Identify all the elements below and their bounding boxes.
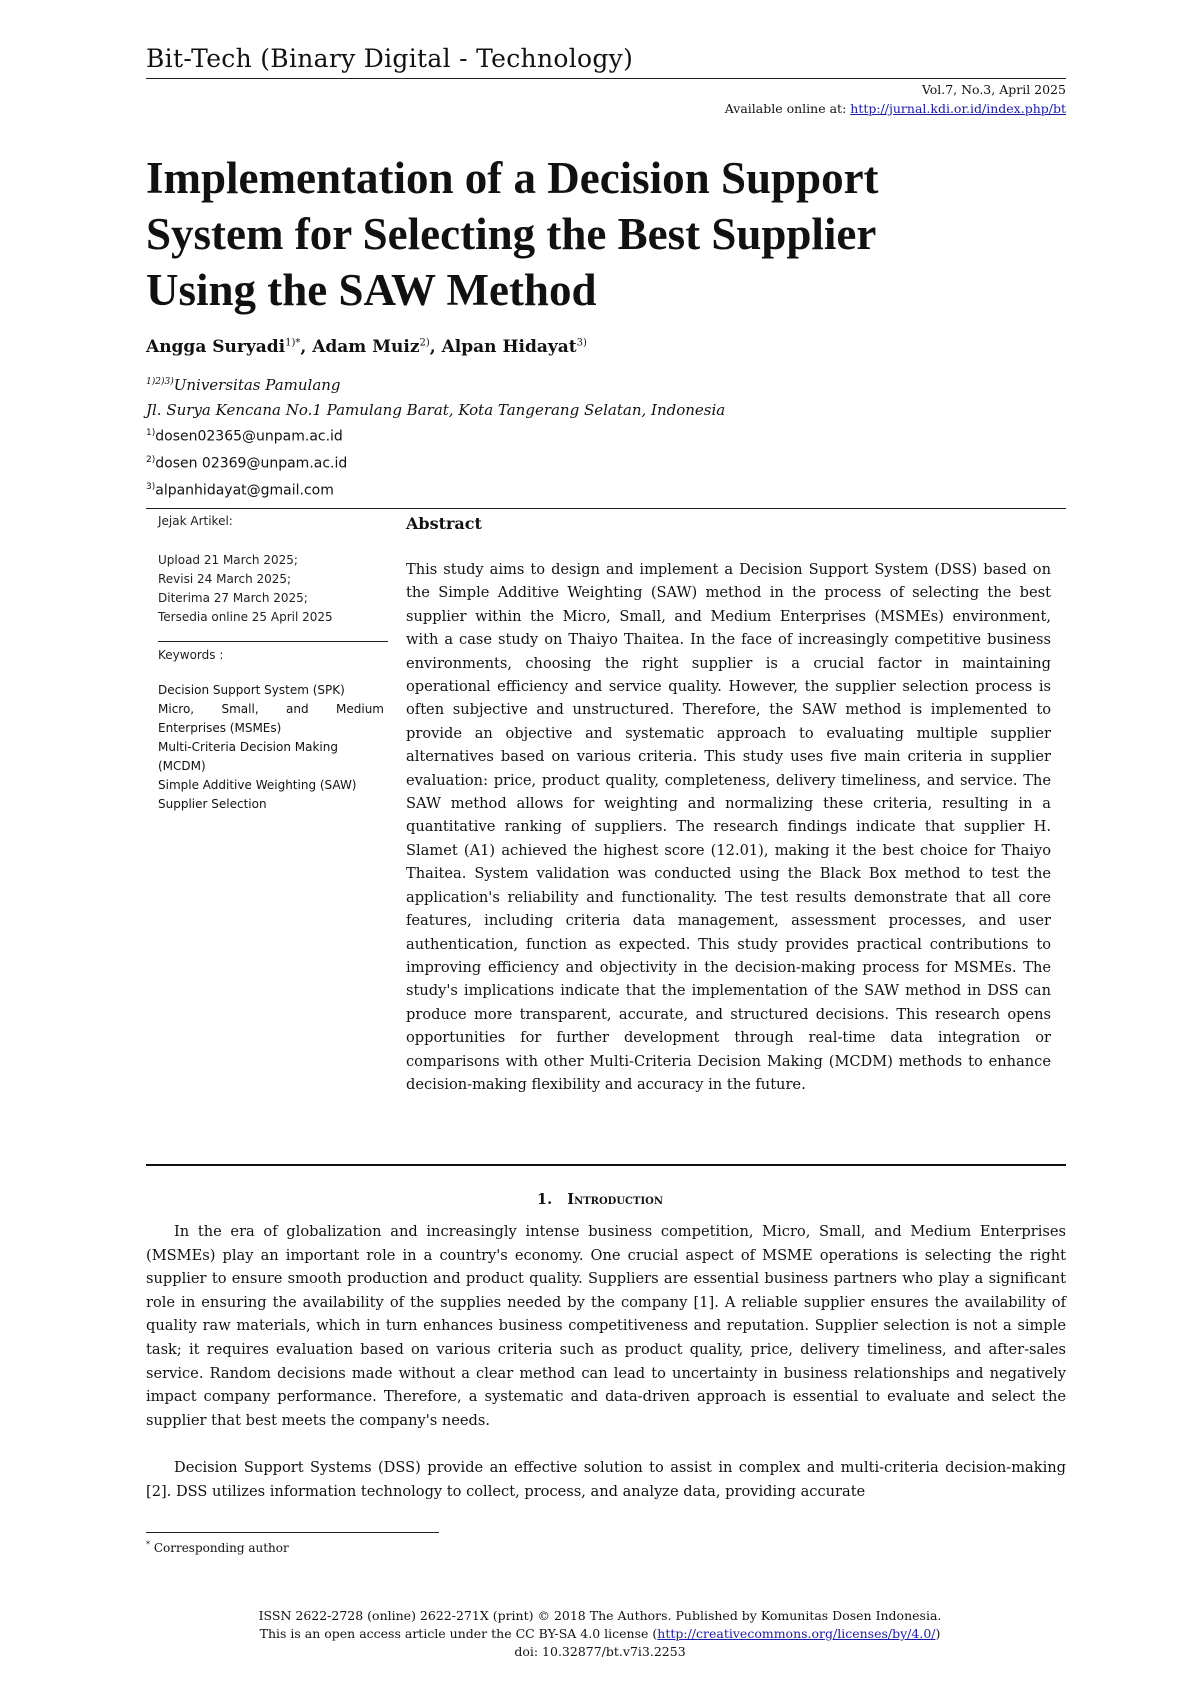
available-online [725, 101, 1066, 116]
body-paragraph: Decision Support Systems (DSS) provide an effective solution to assist in complex and multi-criteria decision-making [2]. DSS utilizes information technology to collect, process, and analyze data, providing accurate [146, 1459, 1066, 1500]
footnote [146, 1540, 289, 1555]
title-line: Using the SAW Method [146, 265, 597, 315]
article-history-label: Jejak Artikel: [158, 514, 233, 528]
license-suffix: ) [935, 1626, 941, 1641]
email-marker: 1) [146, 428, 156, 438]
author-name: Angga Suryadi [146, 337, 286, 357]
footer-doi: doi: 10.32877/bt.v7i3.2253 [514, 1644, 686, 1659]
email-marker: 2) [146, 455, 156, 465]
upload-date: Upload 21 March 2025; [158, 553, 298, 567]
author-name: Adam Muiz [312, 337, 420, 357]
footnote-divider [146, 1532, 439, 1533]
accepted-date: Diterima 27 March 2025; [158, 591, 308, 605]
journal-title: Bit-Tech (Binary Digital - Technology) [146, 44, 634, 73]
footer-issn: ISSN 2622-2728 (online) 2622-271X (print) © 2018 The Authors. Published by Komunitas Dosen Indonesia. [258, 1608, 942, 1623]
author-email [146, 482, 334, 499]
journal-url-link[interactable]: http://jurnal.kdi.or.id/index.php/bt [850, 101, 1066, 116]
footnote-marker: * [146, 1540, 150, 1549]
abstract-heading: Abstract [406, 514, 482, 533]
author-marker: 2) [419, 337, 430, 349]
title-line: Implementation of a Decision Support [146, 153, 879, 203]
section-heading [0, 1191, 1200, 1208]
author-marker: 1)* [285, 337, 301, 349]
author-email [146, 428, 343, 445]
body-paragraph: In the era of globalization and increasingly intense business competition, Micro, Small, and Medium Enterprises (MSMEs) play an important role in a country's economy. One crucial aspect of MSME operations is selecting the right supplier to ensure smooth production and product quality. Suppliers are essential business partners who play a significant role in ensuring the availability of the supplies needed by the company [1]. A reliable supplier ensures the availability of quality raw materials, which in turn enhances business competitiveness and reputation. Supplier selection is not a simple task; it requires evaluation based on various criteria such as product quality, price, delivery timeliness, and after-sales service. Random decisions made without a clear method can lead to uncertainty in business relationships and negatively impact company performance. Therefore, a systematic and data-driven approach is essential to evaluate and select the supplier that best meets the company's needs. [146, 1223, 1066, 1429]
affiliation-marker: 1)2)3) [146, 377, 174, 387]
section-number: 1. [536, 1191, 553, 1208]
keyword-list [158, 681, 384, 814]
online-date: Tersedia online 25 April 2025 [158, 610, 333, 624]
university-name: Universitas Pamulang [173, 376, 341, 394]
email-marker: 3) [146, 482, 156, 492]
header-divider [146, 78, 1066, 79]
author-separator: , [300, 337, 313, 357]
available-label: Available online at: [724, 101, 851, 116]
abstract-text: This study aims to design and implement a Decision Support System (DSS) based on the Simple Additive Weighting (SAW) method in the process of selecting the best supplier within the Micro, Small, and Medium Enterprises (MSMEs) environment, with a case study on Thaiyo Thaitea. In the face of increasingly competitive business environments, choosing the right supplier is a crucial factor in maintaining operational efficiency and service quality. However, the supplier selection process is often subjective and unstructured. Therefore, the SAW method is implemented to provide an objective and systematic approach to evaluating multiple supplier alternatives based on various criteria. This study uses five main criteria in supplier evaluation: price, product quality, completeness, delivery timeliness, and service. The SAW method allows for weighting and normalizing these criteria, resulting in a quantitative ranking of suppliers. The research findings indicate that supplier H. Slamet (A1) achieved the highest score (12.01), making it the best choice for Thaiyo Thaitea. System validation was conducted using the Black Box method to test the application's reliability and functionality. The test results demonstrate that all core features, including criteria data management, assessment processes, and user authentication, function as expected. This study provides practical contributions to improving efficiency and objectivity in the decision-making process for MSMEs. The study's implications indicate that the implementation of the SAW method in DSS can produce more transparent, accurate, and structured decisions. This research opens opportunities for further development through real-time data integration or comparisons with other Multi-Criteria Decision Making (MCDM) methods to enhance decision-making flexibility and accuracy in the future. [406, 561, 1051, 1093]
author-marker: 3) [576, 337, 587, 349]
title-line: System for Selecting the Best Supplier [146, 209, 877, 259]
affiliation-address: Jl. Surya Kencana No.1 Pamulang Barat, Kota Tangerang Selatan, Indonesia [146, 401, 726, 419]
author-name: Alpan Hidayat [441, 337, 577, 357]
volume-info: Vol.7, No.3, April 2025 [921, 82, 1066, 97]
email-address: alpanhidayat@gmail.com [155, 482, 334, 499]
abstract-bottom-divider [146, 1164, 1066, 1166]
email-address: dosen02365@unpam.ac.id [155, 428, 343, 445]
license-text: This is an open access article under the CC BY-SA 4.0 license ( [259, 1626, 658, 1641]
email-address: dosen 02369@unpam.ac.id [155, 455, 348, 472]
paper-title [146, 150, 1066, 318]
author-separator: , [429, 337, 442, 357]
affiliation-university [146, 376, 341, 394]
footer-license [0, 1626, 1200, 1641]
keyword-item: Supplier Selection [158, 797, 267, 811]
section-title: Introduction [567, 1191, 663, 1208]
keyword-item: Multi-Criteria Decision Making (MCDM) [158, 740, 338, 773]
keywords-label: Keywords : [158, 648, 224, 662]
author-list [146, 337, 587, 357]
abstract-top-divider [146, 508, 1066, 509]
revision-date: Revisi 24 March 2025; [158, 572, 292, 586]
keyword-item: Decision Support System (SPK) [158, 683, 345, 697]
footnote-text: Corresponding author [153, 1541, 289, 1555]
keyword-item: Micro, Small, and Medium Enterprises (MSMEs) [158, 702, 384, 735]
author-email [146, 455, 347, 472]
license-link[interactable]: http://creativecommons.org/licenses/by/4.0/ [657, 1626, 936, 1641]
info-divider [158, 641, 388, 642]
keyword-item: Simple Additive Weighting (SAW) [158, 778, 357, 792]
